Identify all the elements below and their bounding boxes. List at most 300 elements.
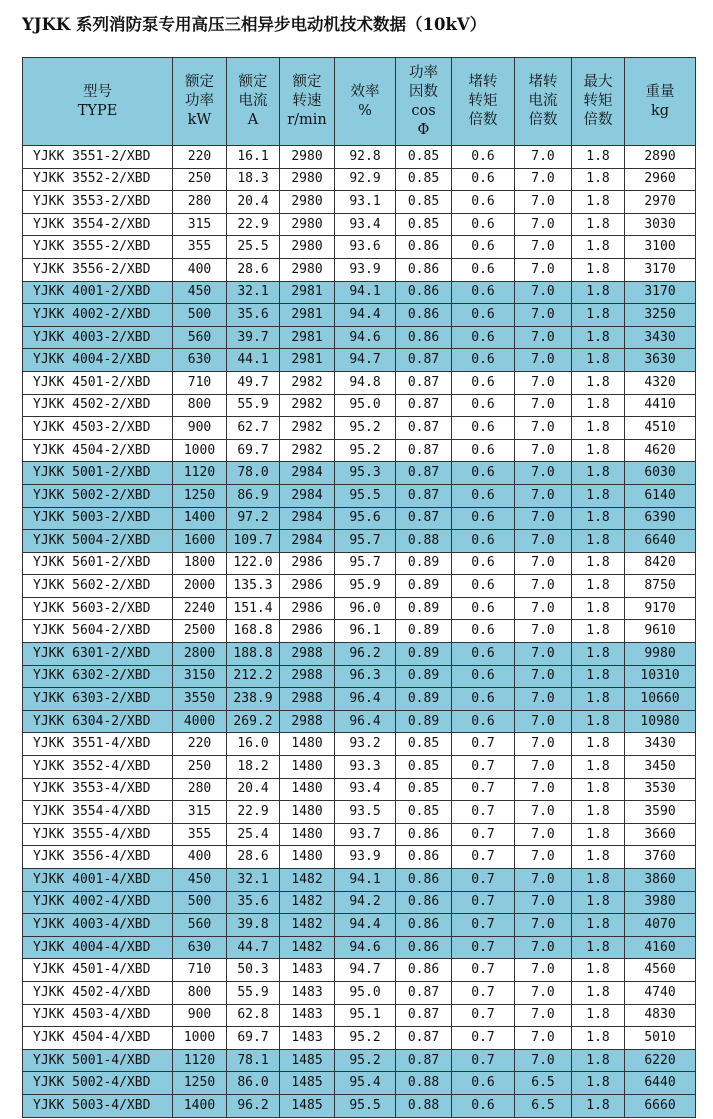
- cell-max-torque: 1.8: [572, 801, 625, 824]
- cell-model: YJKK 4503-2/XBD: [23, 417, 173, 440]
- cell-max-torque: 1.8: [572, 326, 625, 349]
- cell-efficiency: 96.4: [335, 710, 396, 733]
- cell-weight: 6390: [625, 507, 696, 530]
- header-line: 因数: [409, 83, 438, 100]
- cell-locked-torque: 0.6: [452, 213, 515, 236]
- cell-power: 220: [173, 146, 227, 169]
- cell-locked-current: 7.0: [515, 213, 572, 236]
- cell-max-torque: 1.8: [572, 530, 625, 553]
- table-row: [23, 439, 696, 462]
- cell-speed: 2988: [280, 688, 335, 711]
- cell-locked-torque: 0.6: [452, 552, 515, 575]
- cell-power-factor: 0.87: [396, 1027, 452, 1050]
- cell-weight: 4160: [625, 936, 696, 959]
- cell-model: YJKK 4003-2/XBD: [23, 326, 173, 349]
- header-line: 额定: [185, 74, 214, 90]
- table-row: [23, 1094, 696, 1117]
- cell-power: 1000: [173, 1027, 227, 1050]
- cell-power: 560: [173, 914, 227, 937]
- cell-locked-current: 7.0: [515, 236, 572, 259]
- cell-efficiency: 93.3: [335, 756, 396, 779]
- cell-current: 16.1: [227, 146, 280, 169]
- cell-model: YJKK 5004-2/XBD: [23, 530, 173, 553]
- cell-power-factor: 0.86: [396, 326, 452, 349]
- cell-efficiency: 95.7: [335, 552, 396, 575]
- cell-efficiency: 93.4: [335, 213, 396, 236]
- cell-power-factor: 0.88: [396, 1072, 452, 1095]
- cell-current: 86.9: [227, 484, 280, 507]
- cell-locked-torque: 0.7: [452, 733, 515, 756]
- cell-model: YJKK 3554-2/XBD: [23, 213, 173, 236]
- header-line: TYPE: [77, 102, 118, 119]
- table-row: [23, 688, 696, 711]
- cell-weight: 2890: [625, 146, 696, 169]
- cell-weight: 9170: [625, 597, 696, 620]
- cell-speed: 1485: [280, 1094, 335, 1117]
- cell-power-factor: 0.89: [396, 552, 452, 575]
- cell-power: 1400: [173, 1094, 227, 1117]
- cell-power-factor: 0.85: [396, 778, 452, 801]
- cell-power: 450: [173, 869, 227, 892]
- table-row: [23, 191, 696, 214]
- cell-power: 500: [173, 304, 227, 327]
- table-row: [23, 936, 696, 959]
- cell-power: 560: [173, 326, 227, 349]
- table-row: [23, 304, 696, 327]
- cell-model: YJKK 4004-2/XBD: [23, 349, 173, 372]
- cell-efficiency: 93.9: [335, 258, 396, 281]
- table-row: [23, 484, 696, 507]
- table-row: [23, 236, 696, 259]
- cell-locked-torque: 0.6: [452, 326, 515, 349]
- cell-power-factor: 0.86: [396, 914, 452, 937]
- cell-max-torque: 1.8: [572, 1049, 625, 1072]
- table-row: [23, 710, 696, 733]
- cell-weight: 4560: [625, 959, 696, 982]
- cell-efficiency: 96.4: [335, 688, 396, 711]
- cell-current: 18.2: [227, 756, 280, 779]
- cell-efficiency: 93.6: [335, 236, 396, 259]
- cell-locked-current: 6.5: [515, 1072, 572, 1095]
- cell-model: YJKK 4501-4/XBD: [23, 959, 173, 982]
- cell-power: 355: [173, 823, 227, 846]
- cell-speed: 2984: [280, 462, 335, 485]
- cell-locked-torque: 0.7: [452, 846, 515, 869]
- cell-max-torque: 1.8: [572, 869, 625, 892]
- cell-locked-current: 7.0: [515, 484, 572, 507]
- cell-locked-current: 7.0: [515, 191, 572, 214]
- cell-model: YJKK 4503-4/XBD: [23, 1004, 173, 1027]
- cell-efficiency: 95.1: [335, 1004, 396, 1027]
- cell-speed: 1483: [280, 1004, 335, 1027]
- table-row: [23, 801, 696, 824]
- cell-speed: 2980: [280, 146, 335, 169]
- header-line: 重量: [645, 83, 675, 100]
- table-row: [23, 394, 696, 417]
- cell-locked-torque: 0.7: [452, 823, 515, 846]
- cell-current: 69.7: [227, 1027, 280, 1050]
- cell-power: 1250: [173, 1072, 227, 1095]
- cell-max-torque: 1.8: [572, 213, 625, 236]
- cell-speed: 2984: [280, 507, 335, 530]
- cell-locked-current: 7.0: [515, 936, 572, 959]
- table-row: [23, 326, 696, 349]
- cell-locked-current: 7.0: [515, 688, 572, 711]
- cell-model: YJKK 6302-2/XBD: [23, 665, 173, 688]
- cell-current: 49.7: [227, 371, 280, 394]
- cell-locked-current: 7.0: [515, 891, 572, 914]
- cell-power: 3550: [173, 688, 227, 711]
- cell-max-torque: 1.8: [572, 620, 625, 643]
- cell-model: YJKK 4002-4/XBD: [23, 891, 173, 914]
- cell-max-torque: 1.8: [572, 191, 625, 214]
- cell-current: 50.3: [227, 959, 280, 982]
- table-row: [23, 891, 696, 914]
- cell-efficiency: 95.0: [335, 981, 396, 1004]
- cell-locked-current: 7.0: [515, 620, 572, 643]
- table-row: [23, 371, 696, 394]
- cell-max-torque: 1.8: [572, 891, 625, 914]
- cell-efficiency: 93.7: [335, 823, 396, 846]
- cell-current: 44.1: [227, 349, 280, 372]
- cell-weight: 3860: [625, 869, 696, 892]
- header-line: 电流: [238, 93, 268, 109]
- cell-speed: 2982: [280, 417, 335, 440]
- cell-weight: 6140: [625, 484, 696, 507]
- cell-locked-torque: 0.6: [452, 597, 515, 620]
- cell-power-factor: 0.86: [396, 959, 452, 982]
- cell-current: 35.6: [227, 304, 280, 327]
- cell-power-factor: 0.87: [396, 439, 452, 462]
- cell-efficiency: 95.5: [335, 1094, 396, 1117]
- table-row: [23, 507, 696, 530]
- cell-current: 25.5: [227, 236, 280, 259]
- header-line: 倍数: [468, 112, 498, 128]
- cell-power-factor: 0.86: [396, 823, 452, 846]
- cell-weight: 9610: [625, 620, 696, 643]
- cell-locked-torque: 0.7: [452, 936, 515, 959]
- cell-speed: 1483: [280, 1027, 335, 1050]
- cell-current: 25.4: [227, 823, 280, 846]
- cell-efficiency: 94.2: [335, 891, 396, 914]
- cell-model: YJKK 4004-4/XBD: [23, 936, 173, 959]
- table-row: [23, 575, 696, 598]
- cell-current: 168.8: [227, 620, 280, 643]
- cell-weight: 6660: [625, 1094, 696, 1117]
- header-line: 倍数: [583, 112, 613, 128]
- cell-efficiency: 96.1: [335, 620, 396, 643]
- cell-power: 710: [173, 371, 227, 394]
- cell-power-factor: 0.86: [396, 936, 452, 959]
- cell-power-factor: 0.88: [396, 1094, 452, 1117]
- cell-efficiency: 95.4: [335, 1072, 396, 1095]
- cell-power-factor: 0.87: [396, 507, 452, 530]
- cell-locked-torque: 0.6: [452, 168, 515, 191]
- cell-power-factor: 0.85: [396, 801, 452, 824]
- header-power-factor: [396, 58, 452, 146]
- cell-weight: 6640: [625, 530, 696, 553]
- cell-locked-current: 7.0: [515, 1027, 572, 1050]
- cell-power-factor: 0.87: [396, 981, 452, 1004]
- cell-speed: 2988: [280, 665, 335, 688]
- cell-efficiency: 92.8: [335, 146, 396, 169]
- table-row: [23, 620, 696, 643]
- cell-power: 4000: [173, 710, 227, 733]
- cell-current: 97.2: [227, 507, 280, 530]
- cell-power-factor: 0.89: [396, 688, 452, 711]
- cell-current: 28.6: [227, 846, 280, 869]
- cell-current: 22.9: [227, 213, 280, 236]
- header-line: r/min: [287, 112, 327, 128]
- cell-efficiency: 93.9: [335, 846, 396, 869]
- cell-weight: 4830: [625, 1004, 696, 1027]
- cell-model: YJKK 4502-4/XBD: [23, 981, 173, 1004]
- cell-weight: 3170: [625, 258, 696, 281]
- cell-max-torque: 1.8: [572, 665, 625, 688]
- cell-power: 1600: [173, 530, 227, 553]
- cell-weight: 3590: [625, 801, 696, 824]
- cell-locked-current: 7.0: [515, 597, 572, 620]
- cell-model: YJKK 5001-2/XBD: [23, 462, 173, 485]
- header-rated-speed: [280, 58, 335, 146]
- motor-spec-table: [22, 57, 696, 1118]
- cell-power-factor: 0.89: [396, 665, 452, 688]
- cell-weight: 3660: [625, 823, 696, 846]
- table-row: [23, 914, 696, 937]
- table-row: [23, 778, 696, 801]
- cell-weight: 3250: [625, 304, 696, 327]
- cell-power-factor: 0.89: [396, 597, 452, 620]
- cell-efficiency: 94.6: [335, 326, 396, 349]
- cell-max-torque: 1.8: [572, 462, 625, 485]
- table-row: [23, 213, 696, 236]
- header-line: 效率: [350, 83, 380, 100]
- cell-speed: 1482: [280, 936, 335, 959]
- cell-max-torque: 1.8: [572, 1004, 625, 1027]
- cell-power-factor: 0.86: [396, 846, 452, 869]
- header-efficiency: [335, 58, 396, 146]
- cell-model: YJKK 4001-4/XBD: [23, 869, 173, 892]
- cell-locked-torque: 0.6: [452, 146, 515, 169]
- cell-efficiency: 95.9: [335, 575, 396, 598]
- header-line: 额定: [292, 74, 322, 90]
- cell-efficiency: 94.7: [335, 959, 396, 982]
- cell-model: YJKK 5601-2/XBD: [23, 552, 173, 575]
- cell-power: 2500: [173, 620, 227, 643]
- cell-model: YJKK 3556-2/XBD: [23, 258, 173, 281]
- cell-speed: 2981: [280, 281, 335, 304]
- cell-model: YJKK 5003-4/XBD: [23, 1094, 173, 1117]
- cell-speed: 2988: [280, 643, 335, 666]
- table-row: [23, 643, 696, 666]
- cell-speed: 1483: [280, 959, 335, 982]
- cell-model: YJKK 6304-2/XBD: [23, 710, 173, 733]
- cell-efficiency: 94.6: [335, 936, 396, 959]
- cell-speed: 2980: [280, 213, 335, 236]
- cell-current: 188.8: [227, 643, 280, 666]
- cell-max-torque: 1.8: [572, 439, 625, 462]
- cell-power: 355: [173, 236, 227, 259]
- cell-efficiency: 92.9: [335, 168, 396, 191]
- cell-locked-torque: 0.6: [452, 394, 515, 417]
- cell-weight: 10310: [625, 665, 696, 688]
- cell-power-factor: 0.87: [396, 371, 452, 394]
- header-line: 倍数: [528, 112, 558, 128]
- cell-model: YJKK 4002-2/XBD: [23, 304, 173, 327]
- cell-model: YJKK 5002-2/XBD: [23, 484, 173, 507]
- cell-locked-current: 7.0: [515, 146, 572, 169]
- cell-locked-current: 7.0: [515, 281, 572, 304]
- cell-weight: 8420: [625, 552, 696, 575]
- cell-locked-current: 7.0: [515, 371, 572, 394]
- header-line: cos: [411, 102, 436, 119]
- cell-model: YJKK 3553-4/XBD: [23, 778, 173, 801]
- cell-max-torque: 1.8: [572, 484, 625, 507]
- cell-locked-torque: 0.6: [452, 191, 515, 214]
- cell-weight: 8750: [625, 575, 696, 598]
- table-row: [23, 1049, 696, 1072]
- cell-efficiency: 95.2: [335, 1027, 396, 1050]
- cell-locked-torque: 0.7: [452, 981, 515, 1004]
- cell-current: 135.3: [227, 575, 280, 598]
- cell-locked-torque: 0.7: [452, 801, 515, 824]
- cell-weight: 3170: [625, 281, 696, 304]
- table-row: [23, 869, 696, 892]
- cell-locked-torque: 0.6: [452, 530, 515, 553]
- cell-max-torque: 1.8: [572, 597, 625, 620]
- header-locked-rotor-current: [515, 58, 572, 146]
- cell-model: YJKK 3554-4/XBD: [23, 801, 173, 824]
- cell-power-factor: 0.85: [396, 146, 452, 169]
- cell-efficiency: 95.2: [335, 439, 396, 462]
- cell-current: 238.9: [227, 688, 280, 711]
- cell-efficiency: 95.2: [335, 417, 396, 440]
- cell-power: 2240: [173, 597, 227, 620]
- cell-efficiency: 93.1: [335, 191, 396, 214]
- cell-power: 280: [173, 778, 227, 801]
- cell-locked-current: 7.0: [515, 168, 572, 191]
- header-type: [23, 58, 173, 146]
- table-row: [23, 846, 696, 869]
- cell-weight: 6030: [625, 462, 696, 485]
- cell-locked-torque: 0.7: [452, 891, 515, 914]
- cell-locked-current: 7.0: [515, 349, 572, 372]
- cell-current: 20.4: [227, 191, 280, 214]
- cell-current: 69.7: [227, 439, 280, 462]
- cell-weight: 3450: [625, 756, 696, 779]
- header-line: A: [247, 112, 259, 128]
- cell-locked-current: 7.0: [515, 258, 572, 281]
- cell-current: 35.6: [227, 891, 280, 914]
- cell-efficiency: 94.8: [335, 371, 396, 394]
- cell-locked-current: 7.0: [515, 846, 572, 869]
- cell-max-torque: 1.8: [572, 258, 625, 281]
- cell-speed: 2982: [280, 394, 335, 417]
- cell-model: YJKK 4504-4/XBD: [23, 1027, 173, 1050]
- cell-power-factor: 0.88: [396, 530, 452, 553]
- cell-speed: 2981: [280, 304, 335, 327]
- cell-current: 16.0: [227, 733, 280, 756]
- cell-efficiency: 93.4: [335, 778, 396, 801]
- header-line: 堵转: [528, 74, 558, 90]
- cell-locked-torque: 0.6: [452, 575, 515, 598]
- cell-current: 44.7: [227, 936, 280, 959]
- cell-power-factor: 0.85: [396, 756, 452, 779]
- table-row: [23, 1027, 696, 1050]
- cell-max-torque: 1.8: [572, 710, 625, 733]
- cell-locked-current: 7.0: [515, 643, 572, 666]
- cell-model: YJKK 6303-2/XBD: [23, 688, 173, 711]
- cell-speed: 1480: [280, 733, 335, 756]
- cell-power-factor: 0.85: [396, 733, 452, 756]
- cell-model: YJKK 5604-2/XBD: [23, 620, 173, 643]
- cell-locked-torque: 0.6: [452, 620, 515, 643]
- cell-power-factor: 0.89: [396, 710, 452, 733]
- cell-locked-current: 7.0: [515, 981, 572, 1004]
- cell-current: 55.9: [227, 981, 280, 1004]
- cell-locked-current: 7.0: [515, 823, 572, 846]
- cell-weight: 9980: [625, 643, 696, 666]
- cell-max-torque: 1.8: [572, 688, 625, 711]
- header-locked-rotor-torque: [452, 58, 515, 146]
- cell-max-torque: 1.8: [572, 846, 625, 869]
- cell-speed: 2986: [280, 575, 335, 598]
- cell-current: 55.9: [227, 394, 280, 417]
- header-line: 最大: [583, 74, 613, 90]
- header-line: 功率: [409, 64, 438, 81]
- cell-power-factor: 0.86: [396, 869, 452, 892]
- table-row: [23, 756, 696, 779]
- cell-locked-current: 7.0: [515, 801, 572, 824]
- cell-efficiency: 95.7: [335, 530, 396, 553]
- cell-speed: 2984: [280, 530, 335, 553]
- cell-locked-torque: 0.7: [452, 959, 515, 982]
- cell-power-factor: 0.89: [396, 620, 452, 643]
- cell-power-factor: 0.86: [396, 891, 452, 914]
- header-line: kg: [650, 102, 670, 119]
- cell-efficiency: 96.3: [335, 665, 396, 688]
- cell-power-factor: 0.86: [396, 236, 452, 259]
- cell-max-torque: 1.8: [572, 959, 625, 982]
- cell-power: 315: [173, 801, 227, 824]
- cell-locked-torque: 0.6: [452, 417, 515, 440]
- cell-weight: 10660: [625, 688, 696, 711]
- cell-power-factor: 0.86: [396, 304, 452, 327]
- cell-power: 1400: [173, 507, 227, 530]
- header-line: 型号: [83, 83, 112, 100]
- table-row: [23, 462, 696, 485]
- cell-speed: 1480: [280, 778, 335, 801]
- cell-locked-current: 7.0: [515, 778, 572, 801]
- cell-weight: 4740: [625, 981, 696, 1004]
- cell-power-factor: 0.85: [396, 168, 452, 191]
- cell-power-factor: 0.87: [396, 349, 452, 372]
- cell-locked-current: 7.0: [515, 756, 572, 779]
- cell-max-torque: 1.8: [572, 349, 625, 372]
- cell-current: 96.2: [227, 1094, 280, 1117]
- cell-speed: 2986: [280, 620, 335, 643]
- cell-locked-torque: 0.7: [452, 1004, 515, 1027]
- cell-locked-torque: 0.6: [452, 462, 515, 485]
- cell-efficiency: 94.1: [335, 281, 396, 304]
- cell-power: 1120: [173, 462, 227, 485]
- cell-model: YJKK 4504-2/XBD: [23, 439, 173, 462]
- table-row: [23, 168, 696, 191]
- cell-model: YJKK 5602-2/XBD: [23, 575, 173, 598]
- cell-locked-torque: 0.6: [452, 1094, 515, 1117]
- cell-locked-current: 7.0: [515, 1004, 572, 1027]
- cell-max-torque: 1.8: [572, 146, 625, 169]
